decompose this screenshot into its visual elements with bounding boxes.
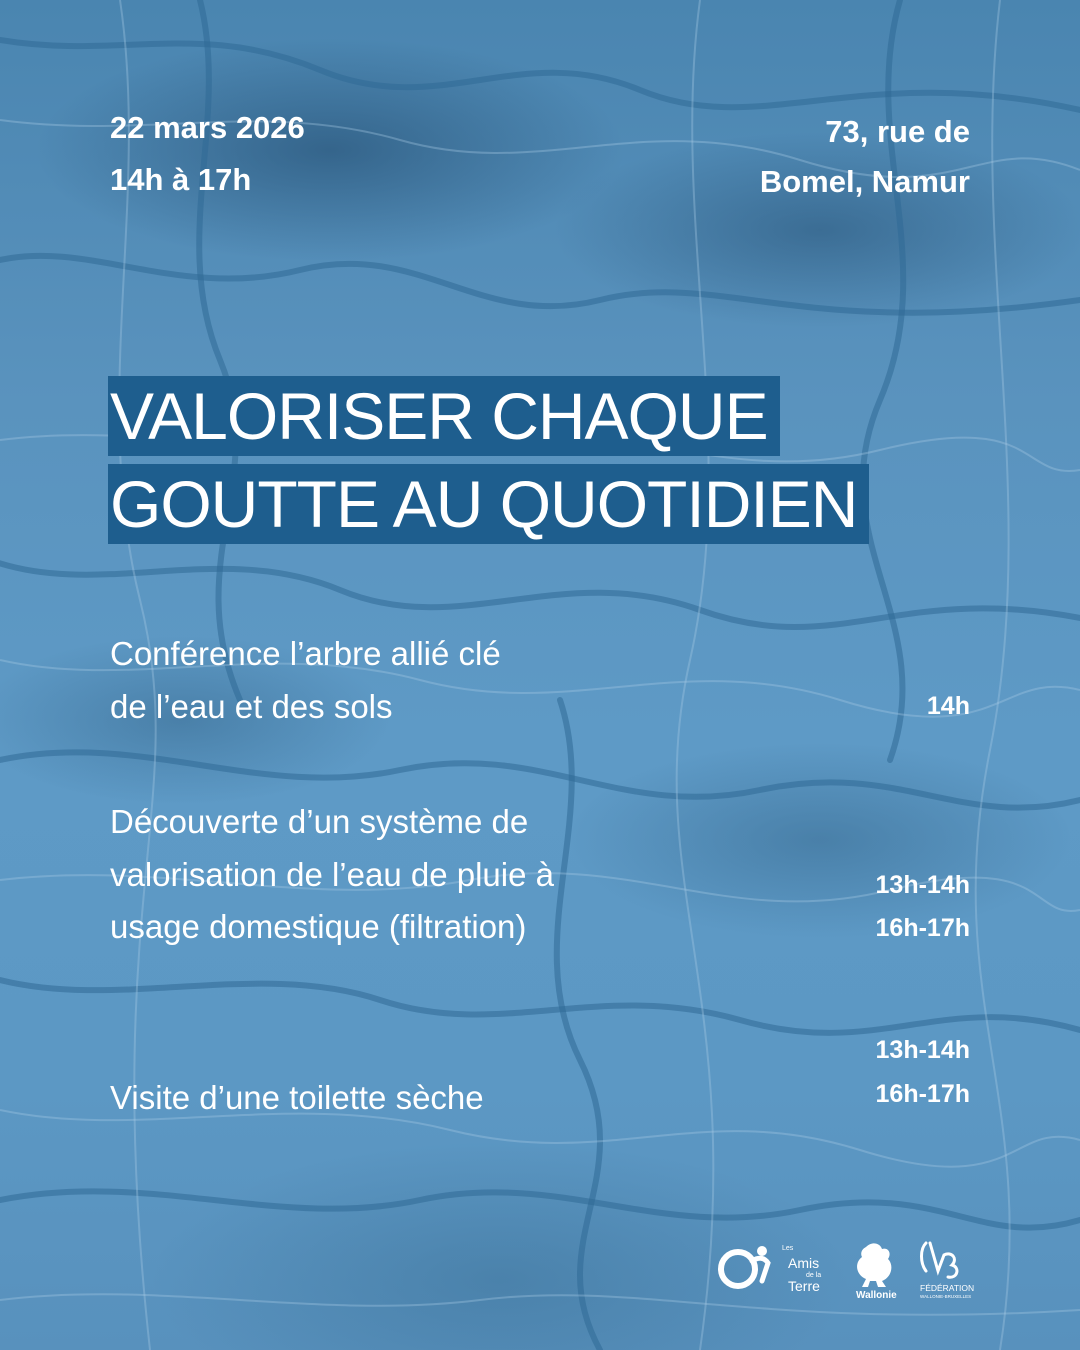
activity-2-line-1: Découverte d’un système de: [110, 803, 529, 840]
activity-2-line-2: valorisation de l’eau de pluie à: [110, 856, 554, 893]
event-title: [108, 376, 869, 552]
sponsor-logos: [716, 1235, 980, 1305]
activity-3-line-1: Visite d’une toilette sèche: [110, 1079, 484, 1116]
title-line-2: GOUTTE AU QUOTIDIEN: [108, 464, 869, 544]
activity-2-line-3: usage domestique (filtration): [110, 908, 527, 945]
address-line-2: Bomel, Namur: [759, 164, 970, 199]
activity-3-time-2: 16h-17h: [875, 1080, 970, 1108]
event-date: 22 mars 2026: [110, 110, 305, 145]
amis-text-delater: de la: [806, 1272, 822, 1279]
activity-1-line-1: Conférence l’arbre allié clé: [110, 635, 501, 672]
amis-text-terre: Terre: [788, 1278, 820, 1294]
federation-sublabel: WALLONIE-BRUXELLES: [920, 1294, 972, 1299]
amis-text-les: Les: [782, 1245, 794, 1252]
address-line-1: 73, rue de: [825, 114, 970, 149]
activity-1-time-1: 14h: [926, 692, 970, 720]
rooster-icon: [856, 1243, 897, 1301]
activity-3-time-1: 13h-14h: [875, 1036, 970, 1064]
activity-1-line-2: de l’eau et des sols: [110, 688, 393, 725]
federation-label: FÉDÉRATION: [920, 1283, 975, 1293]
amis-text-amis: Amis: [788, 1255, 820, 1271]
activity-2-time-2: 16h-17h: [875, 914, 970, 942]
activity-2-time-1: 13h-14h: [875, 871, 970, 899]
event-hours: 14h à 17h: [110, 162, 252, 197]
wallonie-label: Wallonie: [856, 1290, 897, 1301]
title-line-1: VALORISER CHAQUE: [108, 376, 780, 456]
federation-wallonie-bruxelles-logo: [920, 1243, 974, 1299]
amis-de-la-terre-logo: [721, 1245, 821, 1294]
